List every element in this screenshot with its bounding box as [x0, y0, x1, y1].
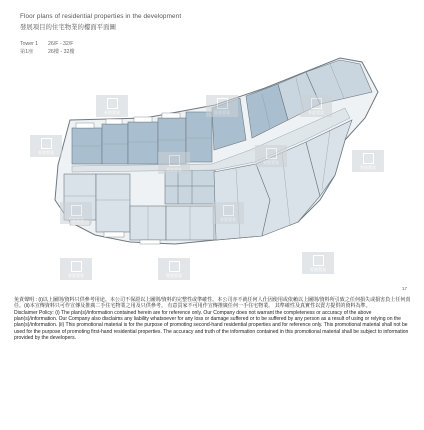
watermark-logo [212, 202, 244, 224]
watermark-icon [313, 255, 324, 266]
watermark-logo [158, 258, 190, 280]
watermark-text: 香港置業 [166, 167, 182, 172]
watermark-icon [169, 155, 180, 166]
page-number: 17 [401, 286, 407, 291]
watermark-logo [206, 95, 238, 117]
watermark-icon [169, 261, 180, 272]
watermark-icon [107, 98, 118, 109]
watermark-text: 香港置業 [360, 165, 376, 170]
watermark-logo [60, 202, 92, 224]
watermark-text: 香港置業 [166, 273, 182, 278]
watermark-logo [302, 252, 334, 274]
disclaimer-en: Disclaimer Policy: (i) The plan(s)/information contained herein are for reference only. Our Company does not warrant the completeness or accuracy of the above plan(s)/information. Our Company also disclaims any liability whatsoever for any loss or damage suffered or to be suffered by any person as a result of using or relying on the plan(s)/information. (ii) This promotional material is for the purpose of promoting second-hand residential properties and for reference only. This promotional material shall not be used for the purpose of promoting first-hand residential properties. The accuracy and truth of the information contained in this promotional material shall be subject to information provided by the developers. [14, 309, 409, 342]
tower-label-zh: 第1座 [20, 48, 34, 55]
watermark-icon [266, 148, 277, 159]
watermark-icon [71, 261, 82, 272]
watermark-logo [300, 95, 332, 117]
watermark-icon [311, 98, 322, 109]
watermark-text: 香港置業 [68, 217, 84, 222]
watermark-text: 香港置業 [214, 110, 230, 115]
watermark-text: 香港置業 [104, 110, 120, 115]
unit-block [128, 122, 158, 164]
watermark-text: 香港置業 [220, 217, 236, 222]
disclaimer-zh: 免責聲明 : (i)以上圖則/資料只供參考用途。本公司不保證以上圖則/資料的完整性或準確性。本公司亦不就任何人仕因使用或依賴以上圖則/資料所引致之任何損失或損害負上任何責任。(ii)本宣傳資料只可作宣傳及推廣二手住宅物業之用及只供參考。 有意買家不可用作宣傳推廣任何一手住宅物業。 其準確性及真實性以賣方提供的資料為準。 [14, 297, 411, 310]
watermark-text: 香港置業 [38, 150, 54, 155]
watermark-logo [352, 150, 384, 172]
watermark-logo [60, 258, 92, 280]
watermark-text: 香港置業 [310, 267, 326, 272]
tower-label-en: Tower 1 [20, 41, 39, 47]
page-title-en: Floor plans of residential properties in the development [20, 13, 182, 20]
floors-label-en: 26/F - 32/F [48, 41, 74, 47]
watermark-icon [223, 205, 234, 216]
core-area [165, 170, 215, 204]
watermark-logo [158, 152, 190, 174]
unit-block-lower [96, 174, 130, 232]
watermark-icon [217, 98, 228, 109]
page-title-zh: 發展項目的住宅物業的樓面平面圖 [20, 24, 116, 31]
watermark-text: 香港置業 [308, 110, 324, 115]
watermark-text: 香港置業 [68, 273, 84, 278]
watermark-logo [30, 135, 62, 157]
disclaimer [14, 297, 414, 341]
floors-label-zh: 26樓 - 32樓 [48, 48, 75, 55]
watermark-icon [41, 138, 52, 149]
watermark-text: 香港置業 [263, 160, 279, 165]
watermark-icon [71, 205, 82, 216]
watermark-logo [255, 145, 287, 167]
watermark-icon [363, 153, 374, 164]
watermark-logo [96, 95, 128, 117]
